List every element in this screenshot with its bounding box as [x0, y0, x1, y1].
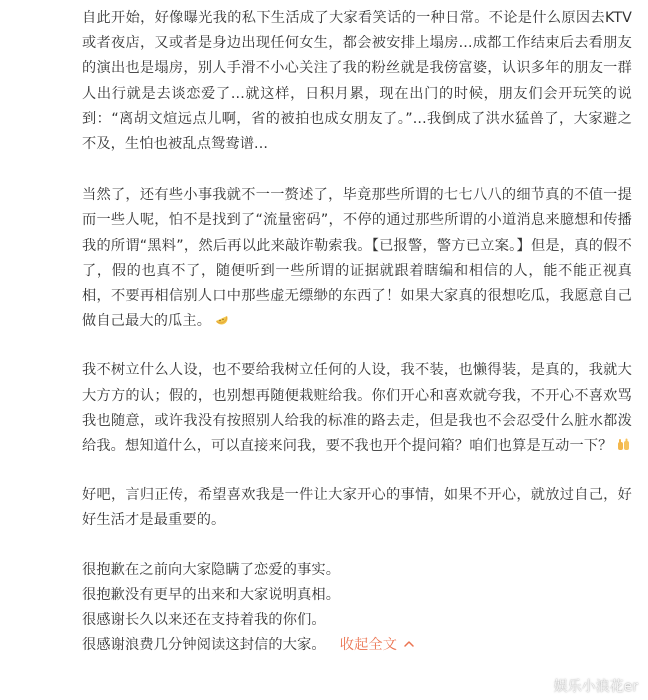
paragraph-1-text: 自此开始，好像曝光我的私下生活成了大家看笑话的一种日常。不论是什么原因去KTV或者夜店，又或者是身边出现任何女生，都会被安排上塌房...成都工作结束后去看朋友的演出也是塌房，别人手滑不小心关注了我的粉丝就是我傍富婆，认识多年的朋友一群人出行就是去谈恋爱了...就这样，日积月累，现在出门的时候，朋友们会开玩笑的说到：“离胡文煊远点儿啊，省的被拍也成女朋友了。”...我倒成了洪水猛兽了，大家避之不及，生怕也被乱点鸳鸯谱... [82, 10, 632, 153]
collapse-label: 收起全文 [339, 637, 398, 654]
hands-emoji-icon [616, 436, 631, 451]
paragraph-4-text: 好吧，言归正传，希望喜欢我是一件让大家开心的事情，如果不开心，就放过自己，好好生活才是最重要的。 [82, 487, 632, 529]
closing-line-4-text: 很感谢浪费几分钟阅读这封信的大家。 [82, 637, 326, 654]
closing-line-1: 很抱歉在之前向大家隐瞒了恋爱的事实。 [82, 561, 341, 578]
closing-lines [82, 558, 632, 659]
closing-line-4 [82, 633, 632, 658]
closing-line-2: 很抱歉没有更早的出来和大家说明真相。 [82, 586, 341, 603]
paragraph-2 [82, 183, 632, 334]
collapse-full-text-button[interactable] [340, 637, 415, 653]
weibo-post-body [82, 6, 632, 658]
weibo-watermark [533, 676, 638, 696]
paragraph-4 [82, 483, 632, 533]
watermark-text: 娱乐小浪花er [553, 679, 638, 695]
paragraph-2-text: 当然了，还有些小事我就不一一赘述了，毕竟那些所谓的七七八八的细节真的不值一提而一些人呢，怕不是找到了“流量密码”，不停的通过那些所谓的小道消息来臆想和传播我的所谓“黑料”，然后再以此来敲诈勒索我。【已报警，警方已立案。】但是，真的假不了，假的也真不了，随便听到一些所谓的证据就跟着瞎编和相信的人，能不能正视真相，不要再相信别人口中那些虚无缥缈的东西了！如果大家真的很想吃瓜，我愿意自己做自己最大的瓜主。 [82, 187, 632, 330]
melon-emoji-icon [214, 311, 229, 326]
paragraph-3-text: 我不树立什么人设，也不要给我树立任何的人设，我不装，也懒得装，是真的，我就大大方方的认；假的，也别想再随便栽赃给我。你们开心和喜欢就夸我，不开心不喜欢骂我也随意，或许我没有按照别人给我的标准的路去走，但是我也不会忍受什么脏水都泼给我。想知道什么，可以直接来问我，要不我也开个提问箱？咱们也算是互动一下？ [82, 362, 632, 455]
paragraph-1 [82, 6, 632, 157]
closing-line-3: 很感谢长久以来还在支持着我的你们。 [82, 612, 326, 629]
weibo-logo-icon [533, 679, 551, 693]
chevron-up-icon [403, 634, 415, 646]
paragraph-3 [82, 358, 632, 459]
